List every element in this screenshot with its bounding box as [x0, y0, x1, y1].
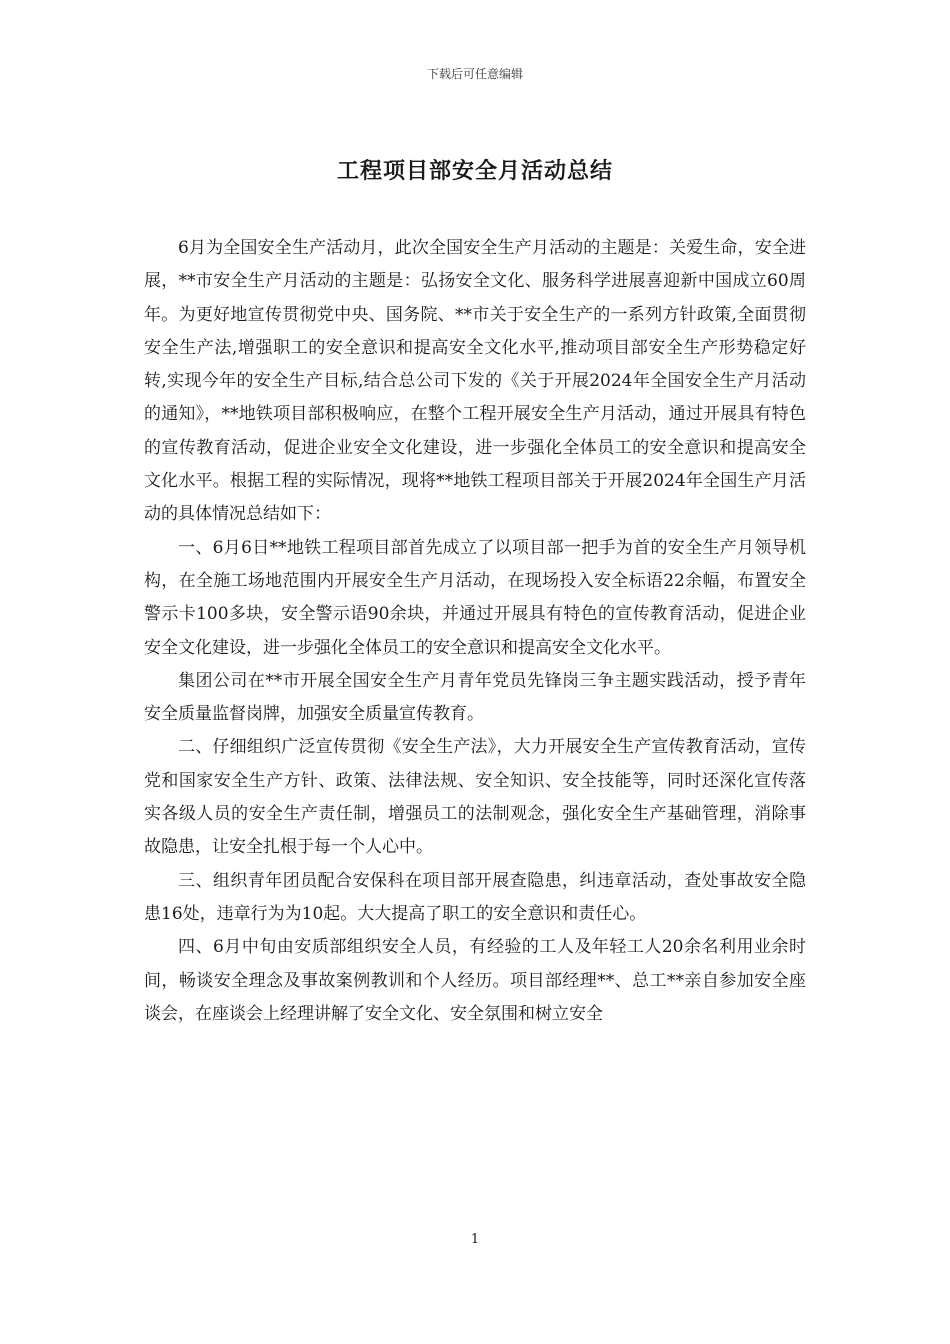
page-header-note: 下载后可任意编辑 [426, 67, 523, 81]
paragraph-group-activity: 集团公司在**市开展全国安全生产月青年党员先锋岗三争主题实践活动，授予青年安全质量监督岗牌，加强安全质量宣传教育。 [144, 670, 806, 725]
paragraph-item-three: 三、组织青年团员配合安保科在项目部开展查隐患，纠违章活动，查处事故安全隐患16处，违章行为为10起。大大提高了职工的安全意识和责任心。 [144, 870, 806, 924]
paragraph-item-two: 二、仔细组织广泛宣传贯彻《安全生产法》，大力开展安全生产宣传教育活动，宣传党和国家安全生产方针、政策、法律法规、安全知识、安全技能等，同时还深化宣传落实各级人员的安全生产责任制，增强员工的法制观念，强化安全生产基础管理，消除事故隐患，让安全扎根于每一个人心中。 [144, 737, 806, 858]
document-body [144, 232, 806, 1031]
paragraph-intro: 6月为全国安全生产活动月，此次全国安全生产月活动的主题是：关爱生命，安全进展，**市安全生产月活动的主题是：弘扬安全文化、服务科学进展喜迎新中国成立60周年。为更好地宣传贯彻党中央、国务院、**市关于安全生产的一系列方针政策,全面贯彻安全生产法,增强职工的安全意识和提高安全文化水平,推动项目部安全生产形势稳定好转,实现今年的安全生产目标,结合总公司下发的《关于开展2024年全国安全生产月活动的通知》，**地铁项目部积极响应，在整个工程开展安全生产月活动，通过开展具有特色的宣传教育活动，促进企业安全文化建设，进一步强化全体员工的安全意识和提高安全文化水平。根据工程的实际情况，现将**地铁工程项目部关于开展2024年全国生产月活动的具体情况总结如下： [144, 238, 806, 525]
page-number: 1 [470, 1232, 480, 1247]
paragraph-item-four: 四、6月中旬由安质部组织安全人员，有经验的工人及年轻工人20余名利用业余时间，畅谈安全理念及事故案例教训和个人经历。项目部经理**、总工**亲自参加安全座谈会，在座谈会上经理讲解了安全文化、安全氛围和树立安全 [144, 937, 806, 1024]
document-title: 工程项目部安全月活动总结 [336, 158, 613, 184]
paragraph-item-one: 一、6月6日**地铁工程项目部首先成立了以项目部一把手为首的安全生产月领导机构，在全施工场地范围内开展安全生产月活动，在现场投入安全标语22余幅，布置安全警示卡100多块，安全警示语90余块，并通过开展具有特色的宣传教育活动，促进企业安全文化建设，进一步强化全体员工的安全意识和提高安全文化水平。 [144, 537, 806, 658]
